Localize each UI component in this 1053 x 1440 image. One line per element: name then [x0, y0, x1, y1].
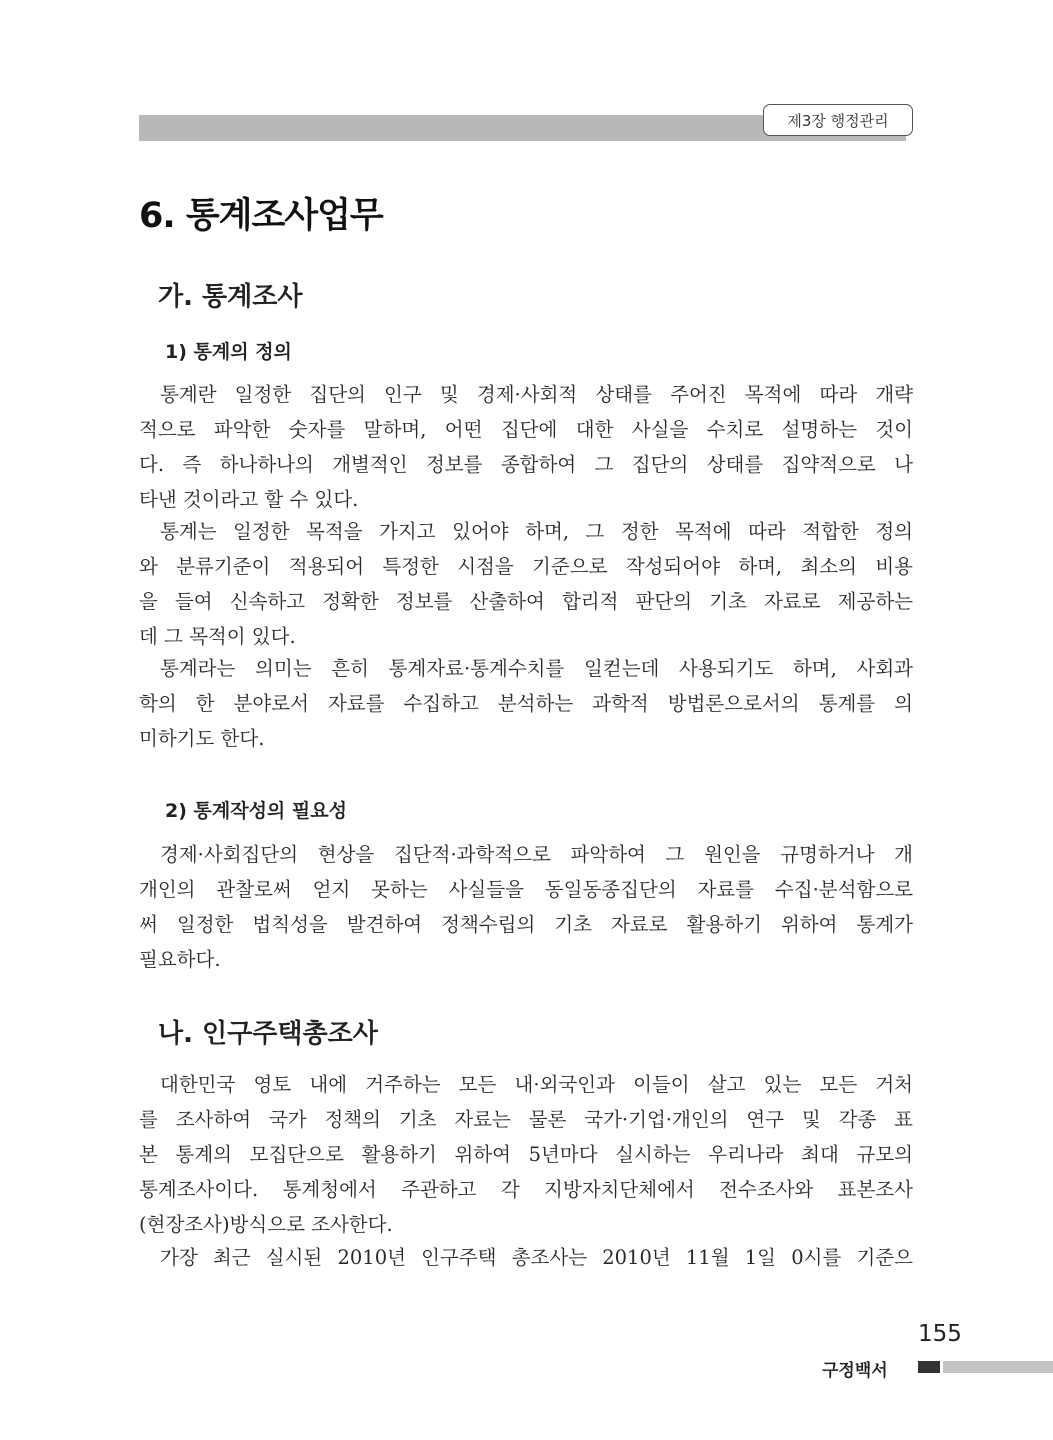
paragraph-line: 적으로 파악한 숫자를 말하며, 어떤 집단에 대한 사실을 수치로 설명하는 것이 [139, 418, 913, 441]
paragraph-line: 통계조사이다. 통계청에서 주관하고 각 지방자치단체에서 전수조사와 표본조사 [139, 1178, 913, 1201]
paragraph-line: 본 통계의 모집단으로 활용하기 위하여 5년마다 실시하는 우리나라 최대 규모의 [139, 1143, 913, 1166]
paragraph-line: 경제·사회집단의 현상을 집단적·과학적으로 파악하여 그 원인을 규명하거나 개 [160, 843, 913, 866]
paragraph-line: 통계라는 의미는 흔히 통계자료·통계수치를 일컫는데 사용되기도 하며, 사회과 [160, 657, 913, 680]
page-number: 155 [918, 1321, 962, 1347]
paragraph-line: 데 그 목적이 있다. [139, 625, 296, 648]
chapter-label: 제3장 행정관리 [763, 104, 913, 136]
paragraph-line: 개인의 관찰로써 얻지 못하는 사실들을 동일동종집단의 자료를 수집·분석함으로 [139, 878, 913, 901]
paragraph-line: (현장조사)방식으로 조사한다. [139, 1213, 393, 1236]
paragraph-line: 와 분류기준이 적용되어 특정한 시점을 기준으로 작성되어야 하며, 최소의 비용 [139, 555, 913, 578]
paragraph-line: 가장 최근 실시된 2010년 인구주택 총조사는 2010년 11월 1일 0시를 기준으 [160, 1246, 913, 1269]
paragraph-line: 필요하다. [139, 948, 221, 971]
subsection-title-b: 나. 인구주택총조사 [158, 1019, 378, 1049]
paragraph-line: 다. 즉 하나하나의 개별적인 정보를 종합하여 그 집단의 상태를 집약적으로 나 [139, 453, 913, 476]
paragraph-line: 를 조사하여 국가 정책의 기초 자료는 물론 국가·기업·개인의 연구 및 각종 표 [139, 1108, 913, 1131]
paragraph-line: 써 일정한 법칙성을 발견하여 정책수립의 기초 자료로 활용하기 위하여 통계가 [139, 913, 913, 936]
paragraph-line: 통계란 일정한 집단의 인구 및 경제·사회적 상태를 주어진 목적에 따라 개략 [160, 383, 913, 406]
paragraph-line: 을 들여 신속하고 정확한 정보를 산출하여 합리적 판단의 기초 자료로 제공하는 [139, 590, 913, 613]
item-title-1: 1) 통계의 정의 [165, 341, 292, 363]
subsection-title-a: 가. 통계조사 [158, 282, 303, 312]
section-title: 6. 통계조사업무 [139, 196, 383, 236]
paragraph-line: 통계는 일정한 목적을 가지고 있어야 하며, 그 정한 목적에 따라 적합한 정의 [160, 520, 913, 543]
paragraph-line: 학의 한 분야로서 자료를 수집하고 분석하는 과학적 방법론으로서의 통계를 의 [139, 692, 913, 715]
paragraph-line: 타낸 것이라고 할 수 있다. [139, 488, 359, 511]
paragraph-line: 대한민국 영토 내에 거주하는 모든 내·외국인과 이들이 살고 있는 모든 거처 [160, 1073, 913, 1096]
item-title-2: 2) 통계작성의 필요성 [165, 800, 347, 822]
footer-bar-dark [918, 1361, 940, 1373]
paragraph-line: 미하기도 한다. [139, 727, 265, 750]
footer-bar-light [943, 1361, 1053, 1373]
book-title: 구정백서 [822, 1361, 888, 1381]
